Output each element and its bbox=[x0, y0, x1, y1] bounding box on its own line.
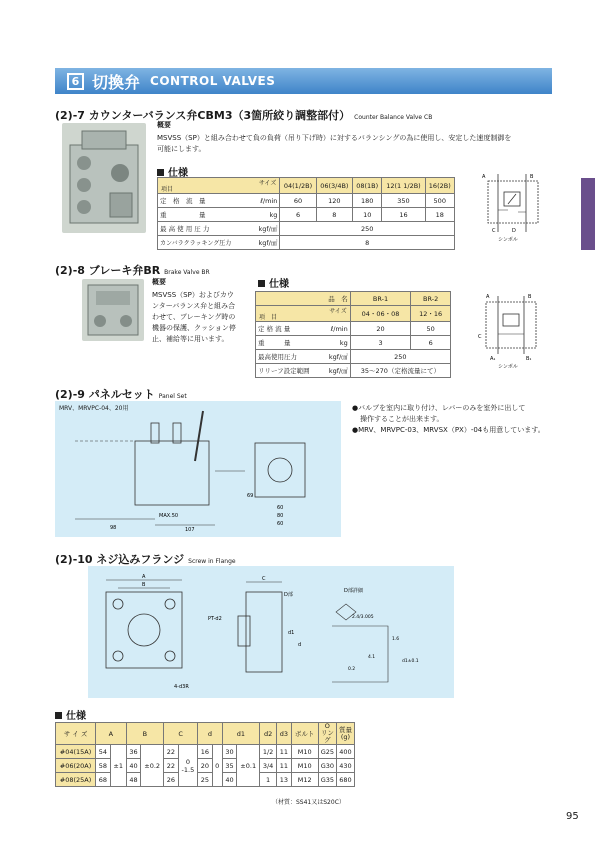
svg-text:C: C bbox=[492, 228, 496, 234]
s10-spec-heading: 仕様 bbox=[55, 707, 86, 722]
section-title-jp: 切換弁 bbox=[92, 72, 141, 92]
side-index-tab bbox=[581, 178, 595, 250]
s7-row-crack: カンバラクラッキング圧力 kgf/㎠ 8 bbox=[158, 236, 455, 250]
svg-text:69: 69 bbox=[247, 493, 254, 499]
s8-description: MSVSS（SP）およびカウ ンターバランス弁と組み合 わせて、ブレーキング時の 機器の保護、クッション停 止、補給等に用います。 bbox=[152, 291, 236, 343]
svg-text:60: 60 bbox=[277, 521, 284, 527]
svg-text:1.6: 1.6 bbox=[392, 637, 400, 642]
svg-text:B: B bbox=[530, 174, 534, 180]
svg-text:MAX.50: MAX.50 bbox=[159, 513, 179, 519]
svg-text:D部: D部 bbox=[284, 592, 293, 598]
s7-size-col: 12(1 1/2B) bbox=[382, 178, 425, 194]
svg-text:B: B bbox=[528, 294, 532, 300]
svg-text:C: C bbox=[478, 334, 482, 340]
s8-symbol bbox=[476, 292, 546, 368]
svg-text:98: 98 bbox=[110, 525, 117, 531]
s7-spec-table bbox=[157, 177, 455, 250]
svg-text:B₁: B₁ bbox=[526, 356, 532, 362]
svg-text:4-d3R: 4-d3R bbox=[174, 684, 189, 690]
svg-text:d1: d1 bbox=[288, 630, 295, 636]
s8-product-photo bbox=[82, 279, 144, 341]
svg-text:C: C bbox=[262, 576, 266, 582]
svg-text:80: 80 bbox=[277, 513, 284, 519]
svg-text:D: D bbox=[512, 228, 516, 234]
s10-title: (2)-10 ネジ込みフランジ Screw in Flange bbox=[55, 553, 236, 566]
svg-text:A: A bbox=[482, 174, 486, 180]
s10-material-note: （材質：SS41又はS20C） bbox=[272, 799, 345, 806]
s9-notes: ●バルブを室内に取り付け、レバーのみを室外に出して 操作することが出来ます。 ●MRV、MRVPC-03、MRVSX（PX）-04も用意しています。 bbox=[352, 404, 545, 434]
s7-symbol bbox=[478, 172, 546, 242]
svg-text:シンボル: シンボル bbox=[498, 364, 518, 368]
s7-gaiyo: 概要 bbox=[157, 121, 171, 129]
section-banner bbox=[55, 68, 552, 94]
s8-title: (2)-8 ブレーキ弁BR Brake Valve BR bbox=[55, 264, 210, 277]
s7-row-maxp: 最 高 使 用 圧 力 kgf/㎠ 250 bbox=[158, 222, 455, 236]
s8-gaiyo: 概要 bbox=[152, 278, 166, 286]
s7-title: (2)-7 カウンターバランス弁CBM3（3箇所絞り調整部付） Counter Balance Valve CB bbox=[55, 109, 433, 122]
s7-description: MSVSS（SP）と組み合わせて負の負荷（吊り下げ時）に対するバランシングの為に使用し、安定した速度制御を 可能にします。 bbox=[157, 134, 512, 153]
svg-text:0.2: 0.2 bbox=[348, 667, 356, 672]
s7-header-corner: サイズ 項目 bbox=[158, 178, 280, 194]
s9-drawing: MRV、MRVPC-04、20用 98 107 MAX.50 60 80 60 69 bbox=[55, 401, 341, 537]
s7-size-col: 06(3/4B) bbox=[316, 178, 352, 194]
s7-product-photo bbox=[62, 123, 146, 233]
s7-row-flow: 定 格 流 量 ℓ/min 60 120 180 350 500 bbox=[158, 194, 455, 208]
page-number: 95 bbox=[566, 811, 579, 822]
svg-text:d1±0.1: d1±0.1 bbox=[402, 659, 419, 664]
s9-title: (2)-9 パネルセット Panel Set bbox=[55, 388, 187, 401]
svg-text:60: 60 bbox=[277, 505, 284, 511]
svg-text:A₁: A₁ bbox=[490, 356, 496, 362]
s7-row-weight: 重 量 kg 6 8 10 16 18 bbox=[158, 208, 455, 222]
svg-text:4.1: 4.1 bbox=[368, 655, 376, 660]
svg-text:PT-d2: PT-d2 bbox=[208, 616, 222, 622]
s8-spec-table: 品 名 BR-1 BR-2 サイズ 項 目 04・06・08 12・16 定 格 流 量 ℓ/min 20 50 重 量 kg 3 6 最高使用圧力 kgf/㎠ 250 リリーフ設定範囲 kgf/㎠ 35～270（定格流量にて） bbox=[255, 291, 451, 378]
svg-text:2.4/3.005: 2.4/3.005 bbox=[352, 615, 374, 620]
svg-text:D部詳細: D部詳細 bbox=[344, 588, 363, 594]
s7-size-col: 04(1/2B) bbox=[280, 178, 316, 194]
svg-text:A: A bbox=[142, 574, 146, 580]
svg-text:A: A bbox=[486, 294, 490, 300]
svg-text:シンボル: シンボル bbox=[498, 237, 518, 242]
svg-text:107: 107 bbox=[185, 527, 195, 533]
s8-spec-heading: 仕様 bbox=[258, 275, 289, 290]
svg-text:B: B bbox=[142, 582, 146, 588]
s10-drawing bbox=[88, 566, 454, 698]
svg-text:d: d bbox=[298, 642, 302, 648]
section-number: 6 bbox=[67, 73, 84, 90]
s7-size-col: 08(1B) bbox=[353, 178, 382, 194]
s10-spec-table: サ イ ズ A B C d d1 d2 d3 ボルト O リング 質量 (g) #04(15A) 54 ±1 36 ±0.2 22 0 -1.5 16 0 30 ±0.1 1/2 11 M10 G25 400 #06(20A) 58 40 22 20 35 3/4 11 M10 G30 430 #08(25A) 68 48 26 25 40 1 13 M12 G35 680 bbox=[55, 722, 355, 787]
s7-size-col: 16(2B) bbox=[425, 178, 454, 194]
section-title-en: CONTROL VALVES bbox=[150, 74, 276, 88]
s7-spec-heading: 仕様 bbox=[157, 164, 188, 179]
